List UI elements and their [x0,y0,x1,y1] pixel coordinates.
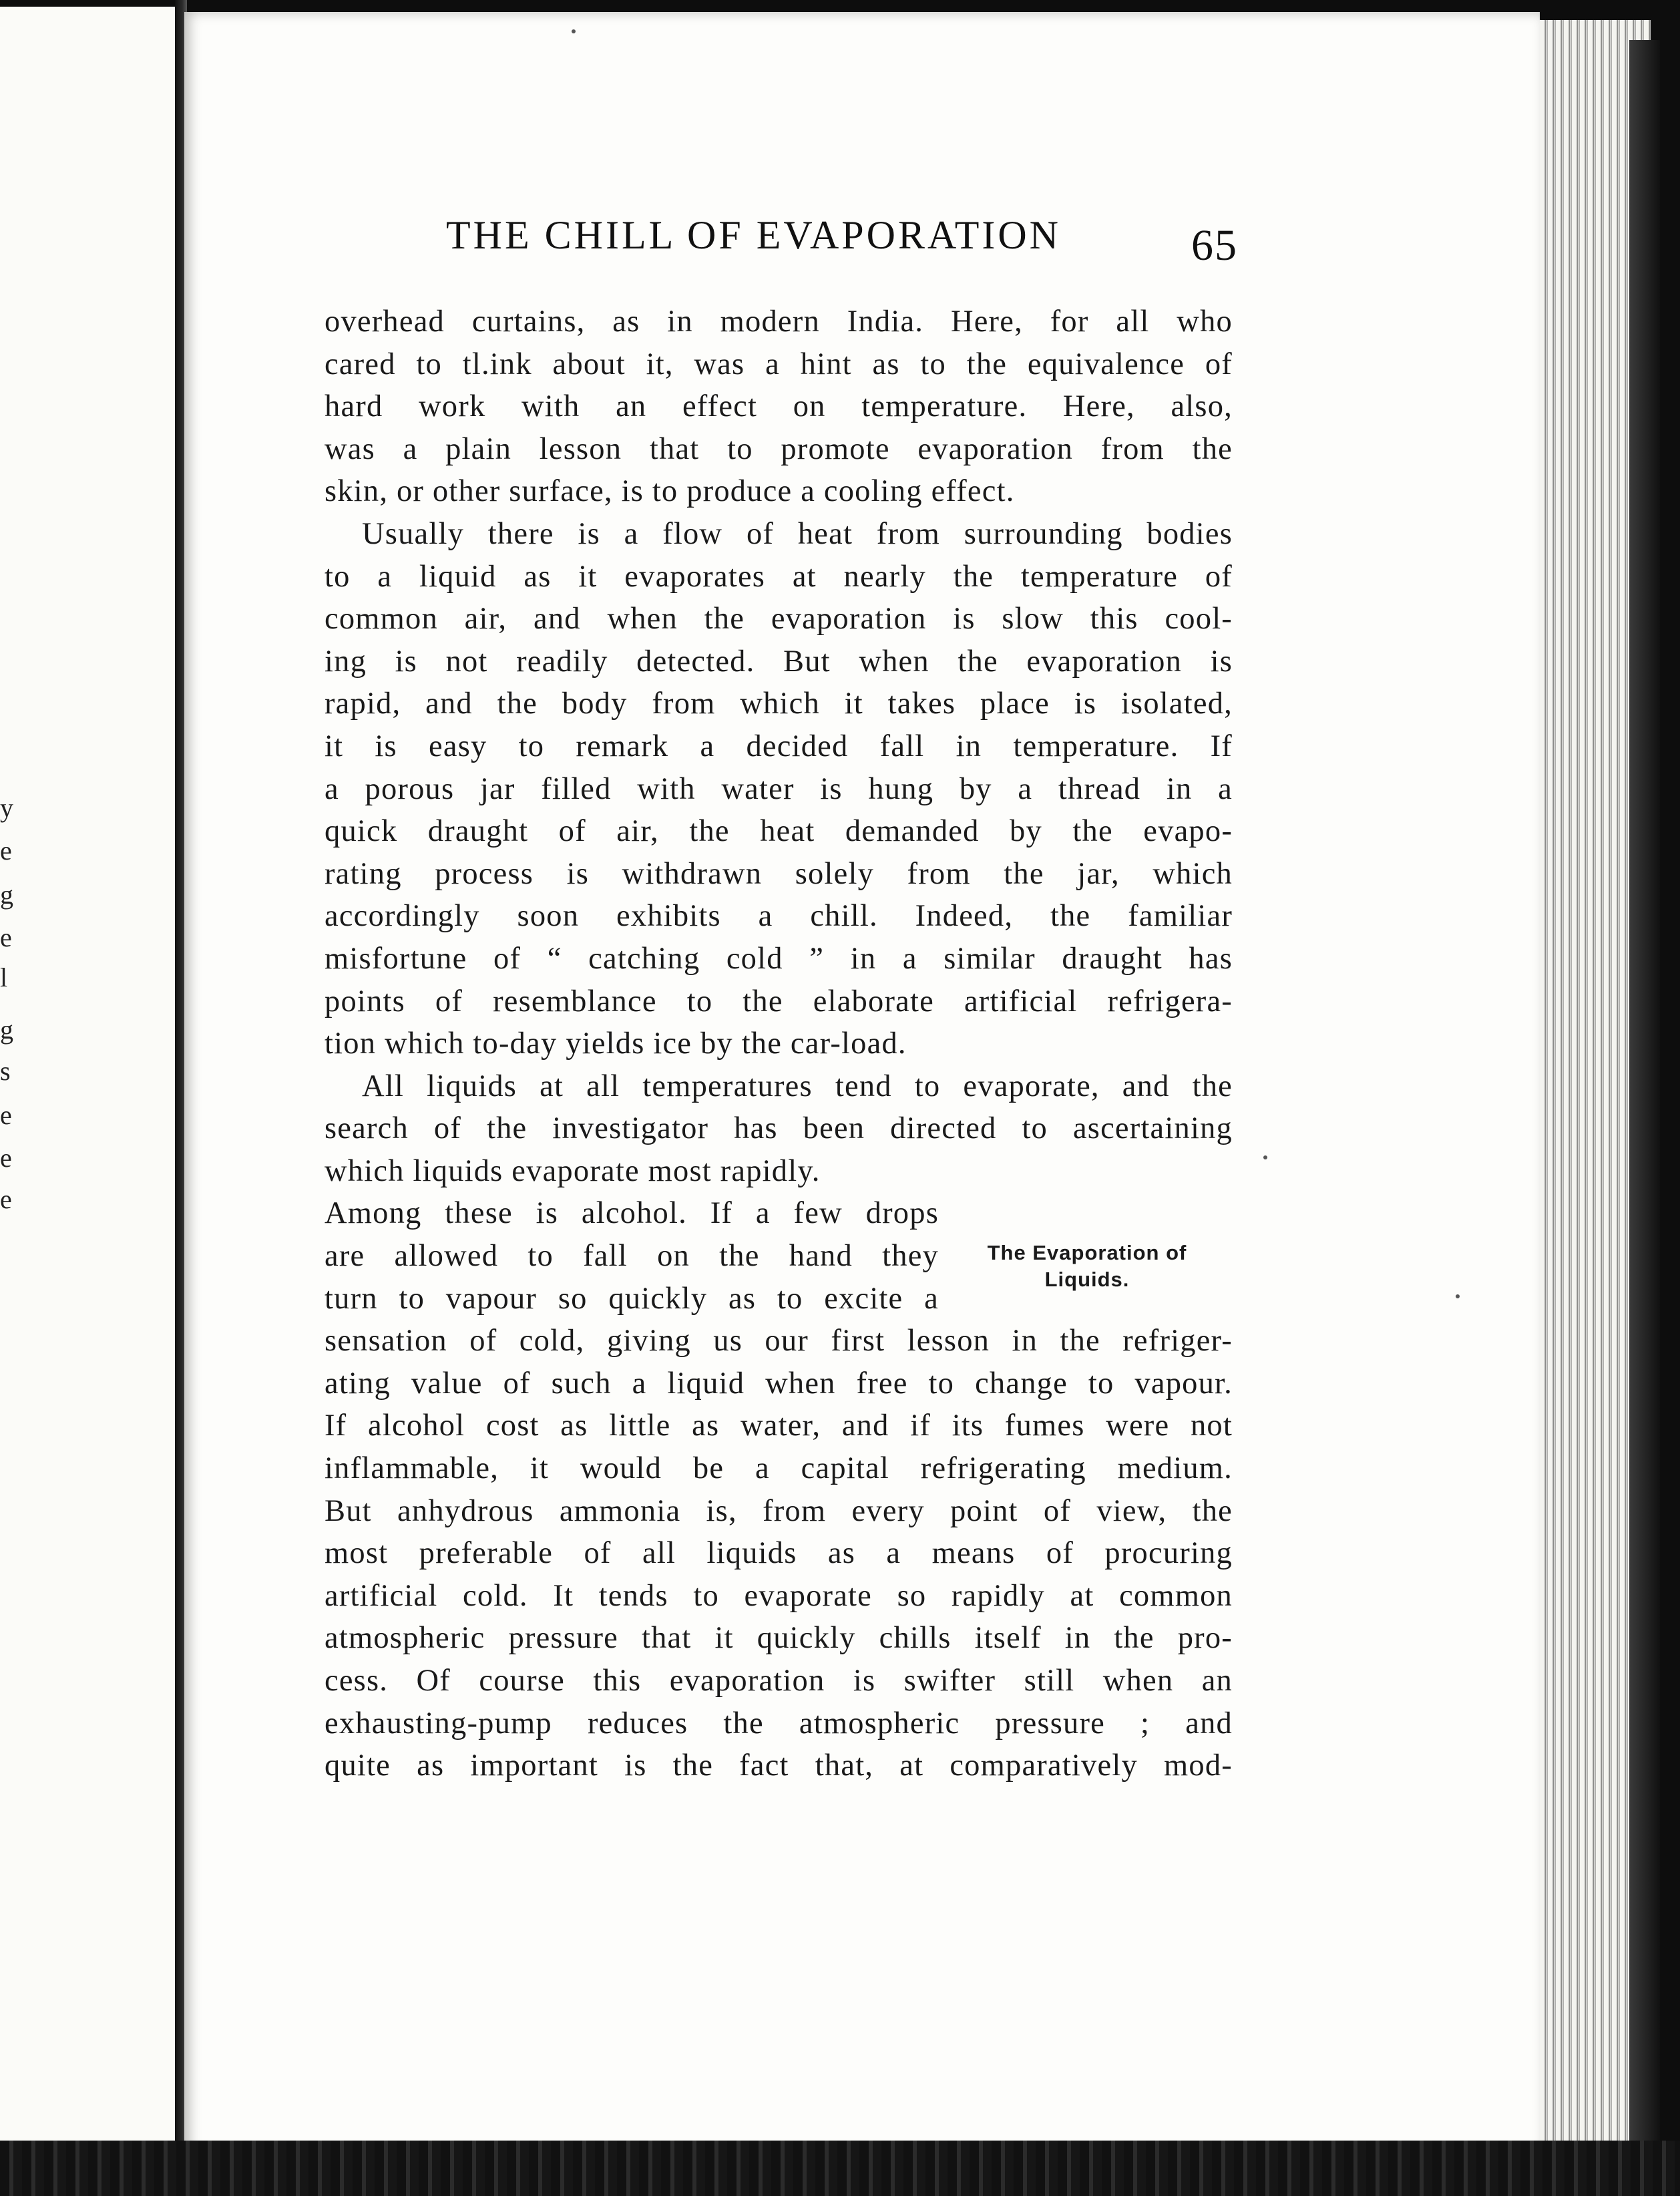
bottom-scan-edge [0,2141,1680,2196]
edge-char: e [0,922,12,952]
edge-char: s [0,1056,11,1086]
text-line: quick draught of air, the heat demanded by the evapo- [325,814,1233,849]
scan-speck [1263,1155,1267,1159]
text-line: atmospheric pressure that it quickly chills itself in the pro- [325,1621,1233,1656]
text-line: overhead curtains, as in modern India. Here, for all who [325,305,1233,339]
edge-char: g [0,880,13,910]
edge-char: l [0,962,8,992]
page-number: 65 [1191,221,1238,270]
text-line: misfortune of “ catching cold ” in a similar draught has [325,941,1233,976]
running-header-title: THE CHILL OF EVAPORATION [446,213,1061,257]
margin-note [967,1240,1207,1293]
text-line: sensation of cold, giving us our first lesson in the refriger- [325,1324,1233,1358]
edge-char: e [0,1100,12,1130]
text-line: If alcohol cost as little as water, and if its fumes were not [325,1409,1233,1443]
edge-char: e [0,1143,12,1173]
text-line: inflammable, it would be a capital refrigerating medium. [325,1451,1233,1486]
text-line: points of resemblance to the elaborate artificial refrigera- [325,984,1233,1019]
text-line: was a plain lesson that to promote evaporation from the [325,431,1233,466]
text-line: ating value of such a liquid when free to change to vapour. [325,1366,1233,1401]
text-line: Among these is alcohol. If a few drops [325,1196,939,1231]
edge-char: e [0,836,12,866]
text-line: All liquids at all temperatures tend to evaporate, and the [362,1069,1233,1103]
text-line: tion which to-day yields ice by the car-load. [325,1027,907,1061]
text-line: rating process is withdrawn solely from the jar, which [325,856,1233,891]
text-line: accordingly soon exhibits a chill. Indeed, the familiar [325,899,1233,934]
text-line: it is easy to remark a decided fall in temperature. If [325,729,1233,763]
text-line: rapid, and the body from which it takes place is isolated, [325,687,1233,721]
body-text [325,301,1233,1787]
text-line: which liquids evaporate most rapidly. [325,1153,821,1188]
edge-char: g [0,1015,13,1045]
text-line: hard work with an effect on temperature. Here, also, [325,389,1233,424]
margin-note-line: The Evaporation of [987,1241,1187,1264]
text-line: ing is not readily detected. But when the evaporation is [325,644,1233,679]
margin-note-line: Liquids. [1044,1268,1130,1291]
text-line: quite as important is the fact that, at comparatively mod- [325,1749,1233,1783]
text-line: artificial cold. It tends to evaporate so rapidly at common [325,1578,1233,1613]
book-cover-edge [1629,40,1660,2164]
scan-speck [1456,1294,1460,1298]
edge-char: y [0,793,13,823]
left-page-edge [0,7,179,2151]
text-line: turn to vapour so quickly as to excite a [325,1281,939,1316]
text-line: skin, or other surface, is to produce a cooling effect. [325,474,1015,509]
text-line: most preferable of all liquids as a means of procuring [325,1536,1233,1571]
edge-char: e [0,1184,12,1214]
text-line: search of the investigator has been directed to ascertaining [325,1111,1233,1146]
text-line: to a liquid as it evaporates at nearly the temperature of [325,559,1233,594]
text-line: cess. Of course this evaporation is swifter still when an [325,1664,1233,1698]
text-line: But anhydrous ammonia is, from every point of view, the [325,1493,1233,1528]
text-line: Usually there is a flow of heat from surrounding bodies [362,516,1233,551]
text-line: a porous jar filled with water is hung by a thread in a [325,771,1233,806]
text-line: exhausting-pump reduces the atmospheric pressure ; and [325,1706,1233,1741]
text-line: are allowed to fall on the hand they [325,1239,939,1274]
scan-speck [572,29,576,33]
text-line: cared to tl.ink about it, was a hint as to the equivalence of [325,347,1233,381]
text-line: common air, and when the evaporation is slow this cool- [325,602,1233,636]
